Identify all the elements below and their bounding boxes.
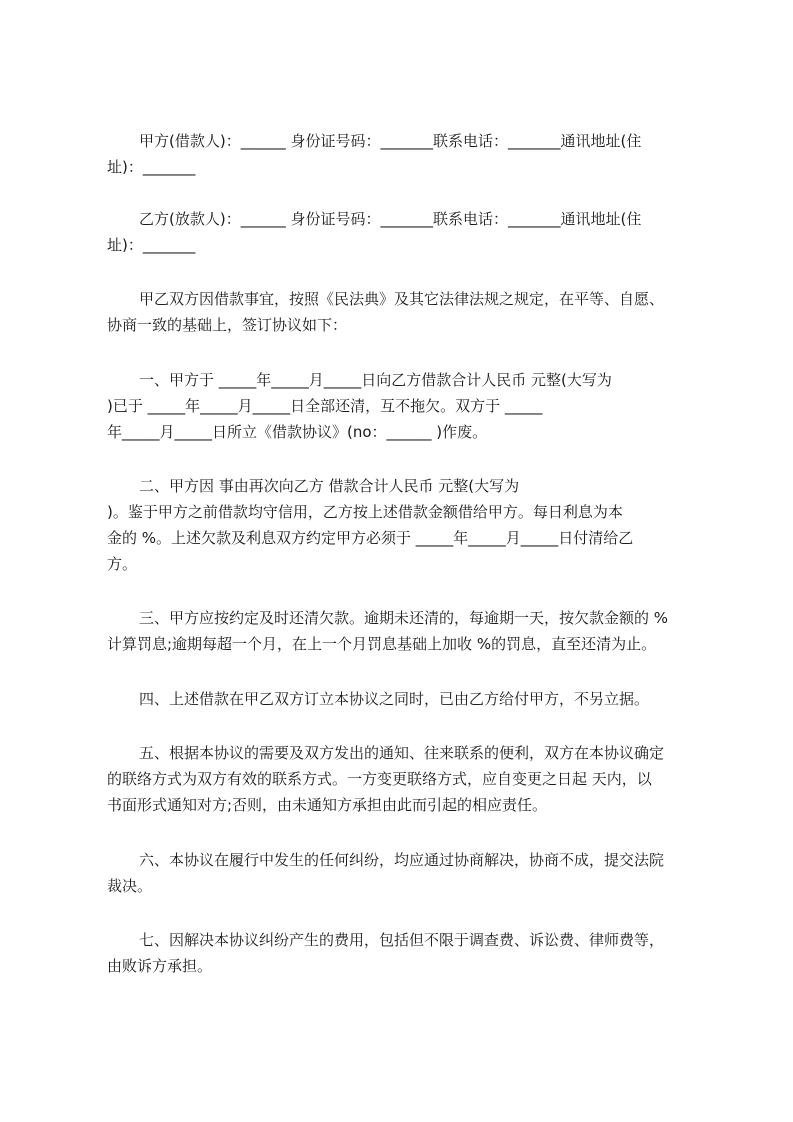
clause-3-line-2: 计算罚息;逾期每超一个月，在上一个月罚息基础上加收 %的罚息，直至还清为止。 (107, 635, 657, 653)
clause-7 (107, 927, 703, 979)
preamble-line-2: 协商一致的基础上，签订协议如下： (107, 316, 348, 334)
clause-5-line-1: 五、根据本协议的需要及双方发出的通知、往来联系的便利，双方在本协议确定 (139, 744, 665, 762)
clause-5 (107, 740, 703, 818)
party-b-line-2: 址)：_______ (107, 236, 196, 254)
clause-5-line-2: 的联络方式为双方有效的联系方式。一方变更联络方式，应自变更之日起 天内，以 (107, 770, 652, 788)
clause-4 (107, 686, 703, 712)
clause-4-line-1: 四、上述借款在甲乙双方订立本协议之同时，已由乙方给付甲方，不另立据。 (139, 690, 650, 708)
clause-2-line-1: 二、甲方因 事由再次向乙方 借款合计人民币 元整(大写为 (139, 477, 520, 495)
clause-3 (107, 605, 703, 657)
party-a-line-2: 址)：_______ (107, 158, 196, 176)
party-b-line-1: 乙方(放款人)：______ 身份证号码：_______联系电话：_______通讯地址(住 (139, 210, 642, 228)
clause-1-line-3: 年_____月_____日所立《借款协议》(no：______ )作废。 (107, 423, 488, 441)
party-b-info (107, 206, 703, 258)
clause-3-line-1: 三、甲方应按约定及时还清欠款。逾期未还清的，每逾期一天，按欠款金额的 % (139, 609, 669, 627)
clause-2 (107, 473, 703, 577)
preamble (107, 286, 703, 338)
party-a-info (107, 128, 703, 180)
clause-6-line-1: 六、本协议在履行中发生的任何纠纷，均应通过协商解决，协商不成，提交法院 (139, 851, 665, 869)
clause-6-line-2: 裁决。 (107, 877, 153, 895)
clause-1 (107, 367, 703, 445)
clause-6 (107, 847, 703, 899)
clause-1-line-1: 一、甲方于 _____年_____月_____日向乙方借款合计人民币 元整(大写为 (139, 371, 612, 389)
clause-1-line-2: )已于 _____年_____月_____日全部还清，互不拖欠。双方于 _____ (107, 397, 543, 415)
clause-2-line-3: 金的 %。上述欠款及利息双方约定甲方必须于 _____年_____月_____日付清给乙 (107, 529, 634, 547)
clause-2-line-2: )。鉴于甲方之前借款均守信用，乙方按上述借款金额借给甲方。每日利息为本 (107, 503, 623, 521)
party-a-line-1: 甲方(借款人)：______ 身份证号码：_______联系电话：_______通讯地址(住 (139, 132, 642, 150)
clause-5-line-3: 书面形式通知对方;否则，由未通知方承担由此而引起的相应责任。 (107, 796, 548, 814)
clause-7-line-2: 由败诉方承担。 (107, 957, 213, 975)
clause-2-line-4: 方。 (107, 555, 138, 573)
preamble-line-1: 甲乙双方因借款事宜，按照《民法典》及其它法律法规之规定，在平等、自愿、 (139, 290, 665, 308)
clause-7-line-1: 七、因解决本协议纠纷产生的费用，包括但不限于调查费、诉讼费、律师费等， (139, 931, 665, 949)
